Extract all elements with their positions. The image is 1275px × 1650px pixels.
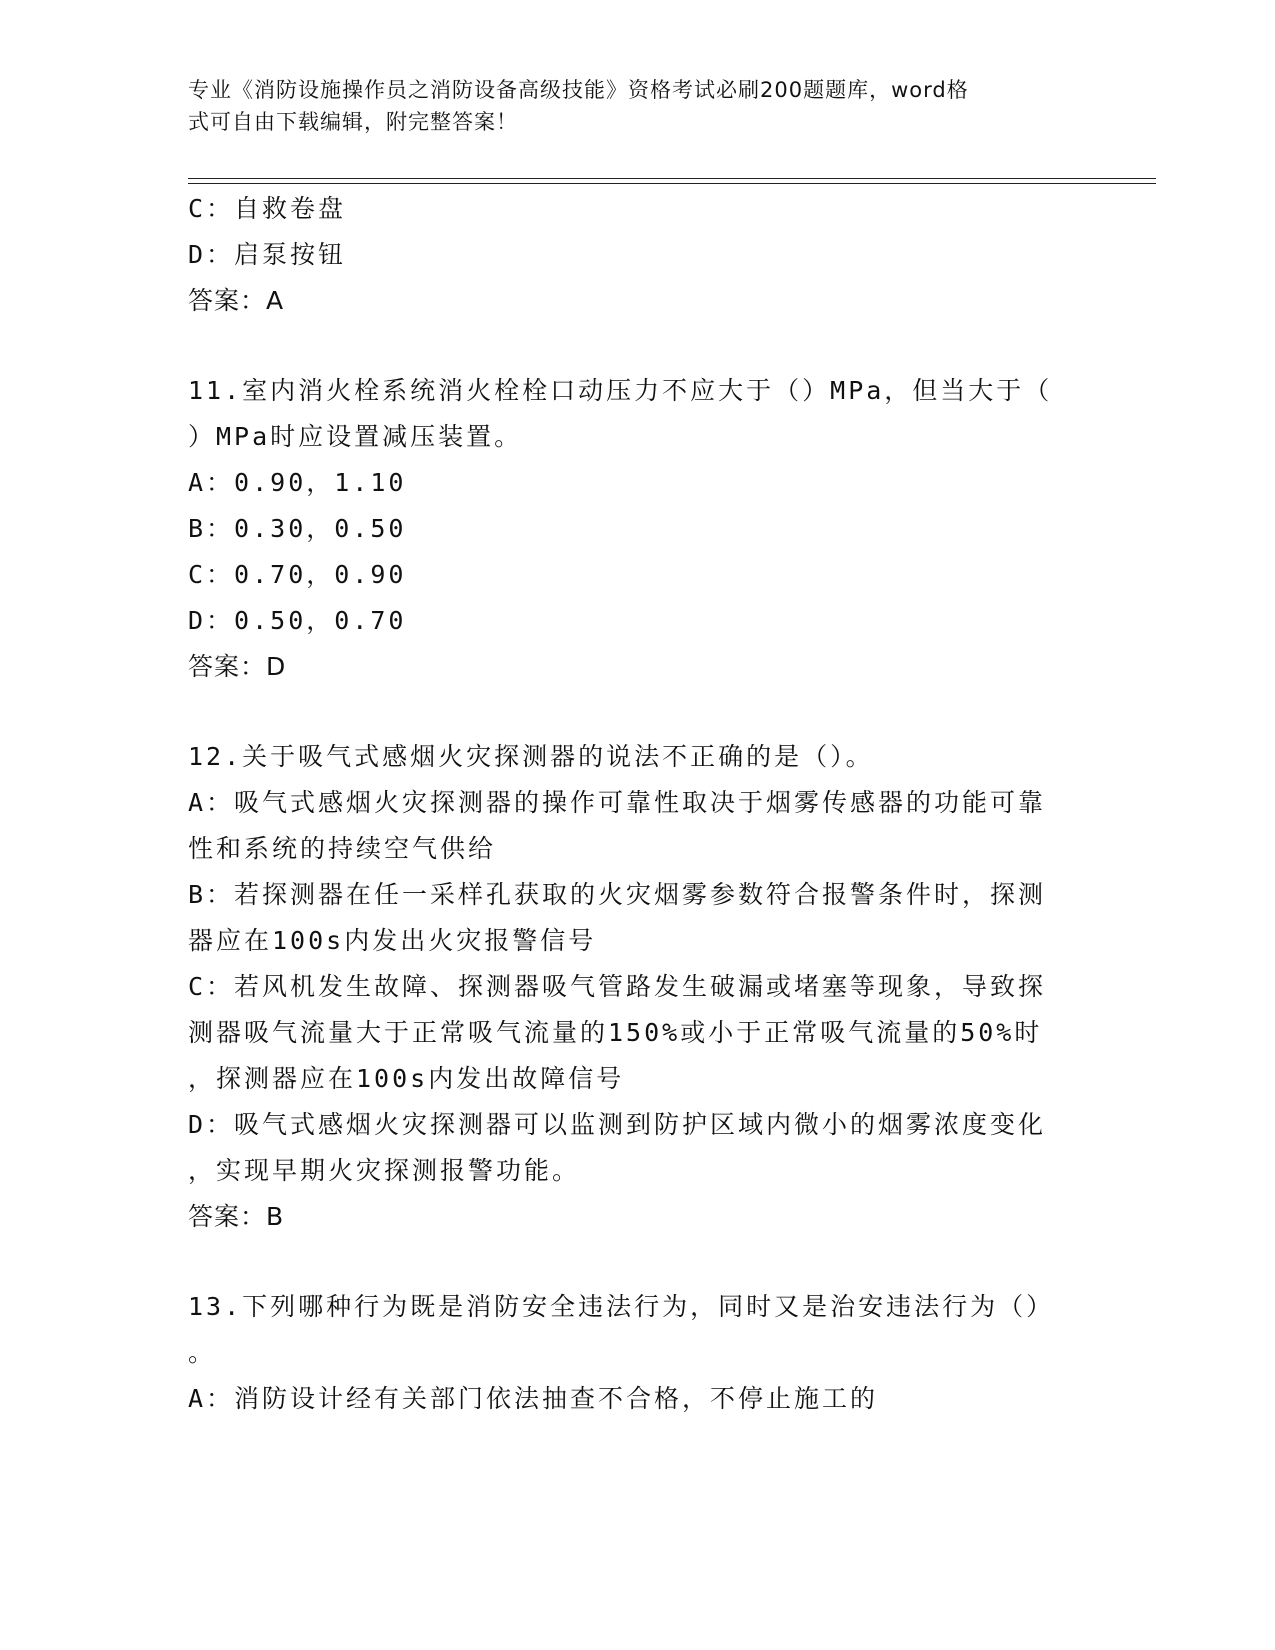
question-list [188,186,1088,1422]
option-a: A：消防设计经有关部门依法抽查不合格，不停止施工的 [188,1384,879,1413]
option-c: C：0.70，0.90 [188,560,407,589]
question-10-tail [188,186,1088,324]
answer: 答案：A [188,286,285,315]
document-header [188,74,1068,138]
option-d: D：0.50，0.70 [188,606,407,635]
option-c-continued: 测器吸气流量大于正常吸气流量的150%或小于正常吸气流量的50%时 [188,1018,1043,1047]
option-c: C：自救卷盘 [188,194,347,223]
option-a: A：吸气式感烟火灾探测器的操作可靠性取决于烟雾传感器的功能可靠 [188,788,1047,817]
answer: 答案：D [188,652,287,681]
header-divider-top [188,178,1156,179]
spacer [188,324,1088,368]
question-stem: 13.下列哪种行为既是消防安全违法行为，同时又是治安违法行为（） [188,1292,1055,1321]
option-a: A：0.90，1.10 [188,468,407,497]
question-stem: 12.关于吸气式感烟火灾探测器的说法不正确的是（）。 [188,742,874,771]
header-line-2: 式可自由下载编辑，附完整答案！ [188,110,518,134]
option-d: D：启泵按钮 [188,240,347,269]
question-stem: 11.室内消火栓系统消火栓栓口动压力不应大于（）MPa，但当大于（ [188,376,1053,405]
option-b-continued: 器应在100s内发出火灾报警信号 [188,926,597,955]
spacer [188,690,1088,734]
question-stem: 。 [188,1338,217,1367]
question-stem: ）MPa时应设置减压装置。 [188,422,523,451]
option-c: C：若风机发生故障、探测器吸气管路发生破漏或堵塞等现象，导致探 [188,972,1047,1001]
question-11 [188,368,1088,690]
option-d-continued: ，实现早期火灾探测报警功能。 [188,1156,581,1185]
question-12 [188,734,1088,1240]
header-line-1: 专业《消防设施操作员之消防设备高级技能》资格考试必刷200题题库，word格 [188,78,969,102]
option-b: B：0.30，0.50 [188,514,407,543]
question-13 [188,1284,1088,1422]
option-d: D：吸气式感烟火灾探测器可以监测到防护区域内微小的烟雾浓度变化 [188,1110,1047,1139]
header-divider-bottom [188,183,1156,184]
option-a-continued: 性和系统的持续空气供给 [188,834,497,863]
option-b: B：若探测器在任一采样孔获取的火灾烟雾参数符合报警条件时，探测 [188,880,1047,909]
spacer [188,1240,1088,1284]
option-c-continued: ，探测器应在100s内发出故障信号 [188,1064,625,1093]
answer: 答案：B [188,1202,285,1231]
